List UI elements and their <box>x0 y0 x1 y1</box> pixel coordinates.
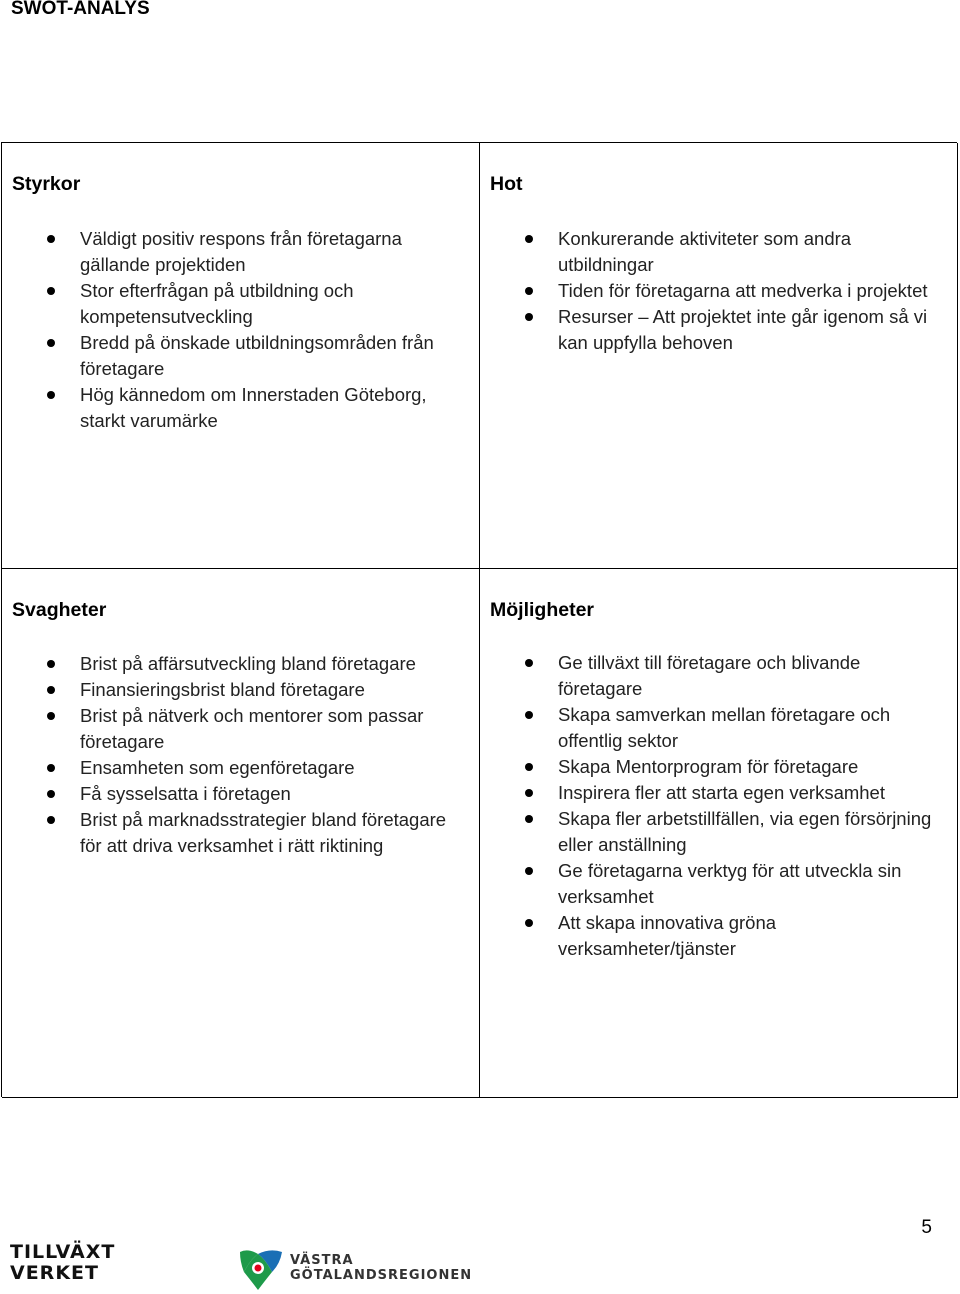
list-item <box>44 755 469 781</box>
bullet-icon <box>47 235 55 243</box>
strengths-quadrant <box>2 143 480 569</box>
bullet-icon <box>47 764 55 772</box>
list-item-text: Inspirera fler att starta egen verksamhet <box>558 782 885 803</box>
bullet-icon <box>47 287 55 295</box>
bullet-icon <box>47 391 55 399</box>
list-item-text: Finansieringsbrist bland företagare <box>80 679 365 700</box>
tillvaxtverket-logo-line1: TILLVÄXT <box>10 1241 116 1263</box>
bullet-icon <box>525 659 533 667</box>
weaknesses-list <box>44 651 469 859</box>
bullet-icon <box>525 711 533 719</box>
bullet-icon <box>525 815 533 823</box>
vgr-logo-line2: GÖTALANDSREGIONEN <box>290 1268 473 1283</box>
weaknesses-quadrant <box>2 569 480 1098</box>
bullet-icon <box>47 816 55 824</box>
opportunities-list <box>522 650 947 962</box>
list-item-text: Stor efterfrågan på utbildning och kompetensutveckling <box>80 280 354 327</box>
list-item-text: Resurser – Att projektet inte går igenom så vi kan uppfylla behoven <box>558 306 928 353</box>
bullet-icon <box>525 287 533 295</box>
swot-grid <box>1 142 957 1097</box>
list-item <box>44 807 469 859</box>
bullet-icon <box>47 790 55 798</box>
tillvaxtverket-logo-line2: VERKET <box>10 1262 99 1284</box>
list-item-text: Tiden för företagarna att medverka i projektet <box>558 280 928 301</box>
list-item <box>44 226 469 278</box>
list-item-text: Att skapa innovativa gröna verksamheter/tjänster <box>558 912 777 959</box>
list-item-text: Ge tillväxt till företagare och blivande företagare <box>558 652 861 699</box>
list-item <box>44 330 469 382</box>
list-item-text: Brist på nätverk och mentorer som passar företagare <box>80 705 424 752</box>
list-item <box>522 650 947 702</box>
bullet-icon <box>47 686 55 694</box>
list-item-text: Väldigt positiv respons från företagarna gällande projektiden <box>80 228 402 275</box>
opportunities-heading: Möjligheter <box>490 599 595 621</box>
weaknesses-heading: Svagheter <box>12 599 107 621</box>
bullet-icon <box>47 660 55 668</box>
bullet-icon <box>525 919 533 927</box>
bullet-icon <box>525 235 533 243</box>
list-item <box>522 226 947 278</box>
vastra-gotalandsregionen-logo <box>236 1246 473 1292</box>
list-item <box>44 677 469 703</box>
list-item <box>44 382 469 434</box>
list-item <box>522 780 947 806</box>
threats-heading: Hot <box>490 173 523 195</box>
bullet-icon <box>47 339 55 347</box>
list-item-text: Ensamheten som egenföretagare <box>80 757 355 778</box>
list-item-text: Skapa fler arbetstillfällen, via egen försörjning eller anställning <box>558 808 932 855</box>
list-item <box>522 806 947 858</box>
list-item <box>522 304 947 356</box>
bullet-icon <box>525 867 533 875</box>
list-item <box>522 910 947 962</box>
list-item <box>44 651 469 677</box>
threats-list <box>522 226 947 356</box>
list-item-text: Skapa Mentorprogram för företagare <box>558 756 859 777</box>
list-item-text: Bredd på önskade utbildningsområden från företagare <box>80 332 434 379</box>
strengths-heading: Styrkor <box>12 173 81 195</box>
list-item-text: Få sysselsatta i företagen <box>80 783 291 804</box>
list-item-text: Ge företagarna verktyg för att utveckla sin verksamhet <box>558 860 902 907</box>
page-title: SWOT-ANALYS <box>11 0 150 19</box>
list-item-text: Brist på marknadsstrategier bland företagare för att driva verksamhet i rätt riktining <box>80 809 447 856</box>
strengths-list <box>44 226 469 434</box>
list-item <box>522 702 947 754</box>
list-item <box>522 858 947 910</box>
opportunities-quadrant <box>480 569 958 1098</box>
list-item <box>44 278 469 330</box>
threats-quadrant <box>480 143 958 569</box>
tillvaxtverket-logo <box>10 1240 120 1286</box>
bullet-icon <box>525 763 533 771</box>
bullet-icon <box>47 712 55 720</box>
list-item-text: Konkurerande aktiviteter som andra utbildningar <box>558 228 852 275</box>
list-item-text: Hög kännedom om Innerstaden Göteborg, starkt varumärke <box>80 384 427 431</box>
list-item <box>522 278 947 304</box>
bullet-icon <box>525 313 533 321</box>
vgr-logo-line1: VÄSTRA <box>290 1253 354 1268</box>
page-number: 5 <box>921 1217 932 1238</box>
vgr-emblem-icon <box>236 1246 286 1292</box>
list-item-text: Brist på affärsutveckling bland företagare <box>80 653 416 674</box>
bullet-icon <box>525 789 533 797</box>
list-item <box>522 754 947 780</box>
list-item <box>44 781 469 807</box>
list-item-text: Skapa samverkan mellan företagare och offentlig sektor <box>558 704 891 751</box>
list-item <box>44 703 469 755</box>
